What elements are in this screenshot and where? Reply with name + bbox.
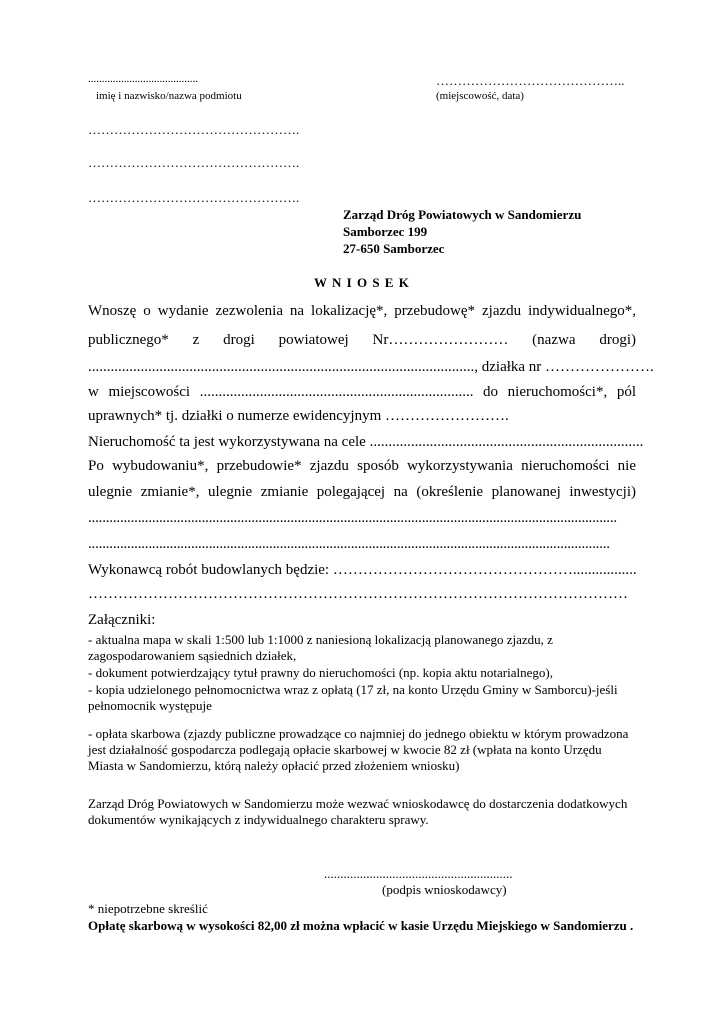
address-line: …………………………………………. — [88, 190, 300, 205]
body-line: ……………………………………………………………………………………………… — [88, 586, 628, 602]
body-line: w miejscowości ......................................................................... do nieruchomości*, pól — [88, 384, 636, 400]
fee-note: - opłata skarbowa (zjazdy publiczne prowadzące co najmniej do jednego obiektu w którym prowadzona jest działalność gospodarcza podlegają opłacie skarbowej w kwocie 82 zł (wpłata na konto Urzędu Miasta w Sandomierzu, którą należy opłacić przed złożeniem wniosku) — [88, 726, 629, 773]
address-line: …………………………………………. — [88, 155, 300, 170]
body-line: uprawnych* tj. działki o numerze ewidencyjnym ……………………. — [88, 408, 509, 424]
recipient-postcode: 27-650 Samborzec — [343, 241, 445, 256]
request-note: Zarząd Dróg Powiatowych w Sandomierzu może wezwać wnioskodawcę do dostarczenia dodatkowych dokumentów wynikających z indywidualnego charakteru sprawy. — [88, 796, 628, 827]
body-line: ................................................................................................................................................... — [88, 536, 610, 552]
attachment-item: - dokument potwierdzający tytuł prawny do nieruchomości (np. kopia aktu notarialnego), — [88, 665, 553, 680]
signature-dots: .......................................................... — [324, 866, 513, 881]
recipient-address: Samborzec 199 — [343, 224, 428, 239]
body-line: publicznego* z drogi powiatowej Nr…………………… (nazwa drogi) — [88, 332, 636, 348]
attachments-heading: Załączniki: — [88, 612, 156, 628]
body-line: ......................................................................................................., działka nr …………………. — [88, 359, 654, 375]
place-date-label: (miejscowość, data) — [436, 90, 524, 102]
strike-note: * niepotrzebne skreślić — [88, 901, 208, 916]
name-label: imię i nazwisko/nazwa podmiotu — [96, 90, 242, 102]
body-line: Nieruchomość ta jest wykorzystywana na cele ......................................................................... — [88, 434, 644, 450]
attachment-item: - aktualna mapa w skali 1:500 lub 1:1000 z naniesioną lokalizacją planowanego zjazdu, z zagospodarowaniem sąsiednich działek, — [88, 632, 553, 663]
body-line: Wykonawcą robót budowlanych będzie: …………………………………………................. — [88, 562, 637, 578]
body-line: ..................................................................................................................................................... — [88, 510, 617, 526]
address-line: …………………………………………. — [88, 122, 300, 137]
body-line: Wnoszę o wydanie zezwolenia na lokalizację*, przebudowę* zjazdu indywidualnego*, — [88, 303, 636, 319]
body-line: ulegnie zmianie*, ulegnie zmianie polegającej na (określenie planowanej inwestycji) — [88, 484, 636, 500]
attachment-item: - kopia udzielonego pełnomocnictwa wraz z opłatą (17 zł, na konto Urzędu Gminy w Samborcu)-jeśli pełnomocnik występuje — [88, 682, 618, 713]
recipient-name: Zarząd Dróg Powiatowych w Sandomierzu — [343, 207, 582, 222]
payment-note: Opłatę skarbową w wysokości 82,00 zł można wpłacić w kasie Urzędu Miejskiego w Sandomierzu . — [88, 918, 634, 933]
place-date-dots: …………………………………….. — [436, 73, 625, 88]
name-dots: ........................................ — [88, 73, 198, 85]
signature-label: (podpis wnioskodawcy) — [382, 882, 507, 897]
document-title: W N I O S E K — [314, 275, 410, 290]
body-line: Po wybudowaniu*, przebudowie* zjazdu sposób wykorzystywania nieruchomości nie — [88, 458, 636, 474]
